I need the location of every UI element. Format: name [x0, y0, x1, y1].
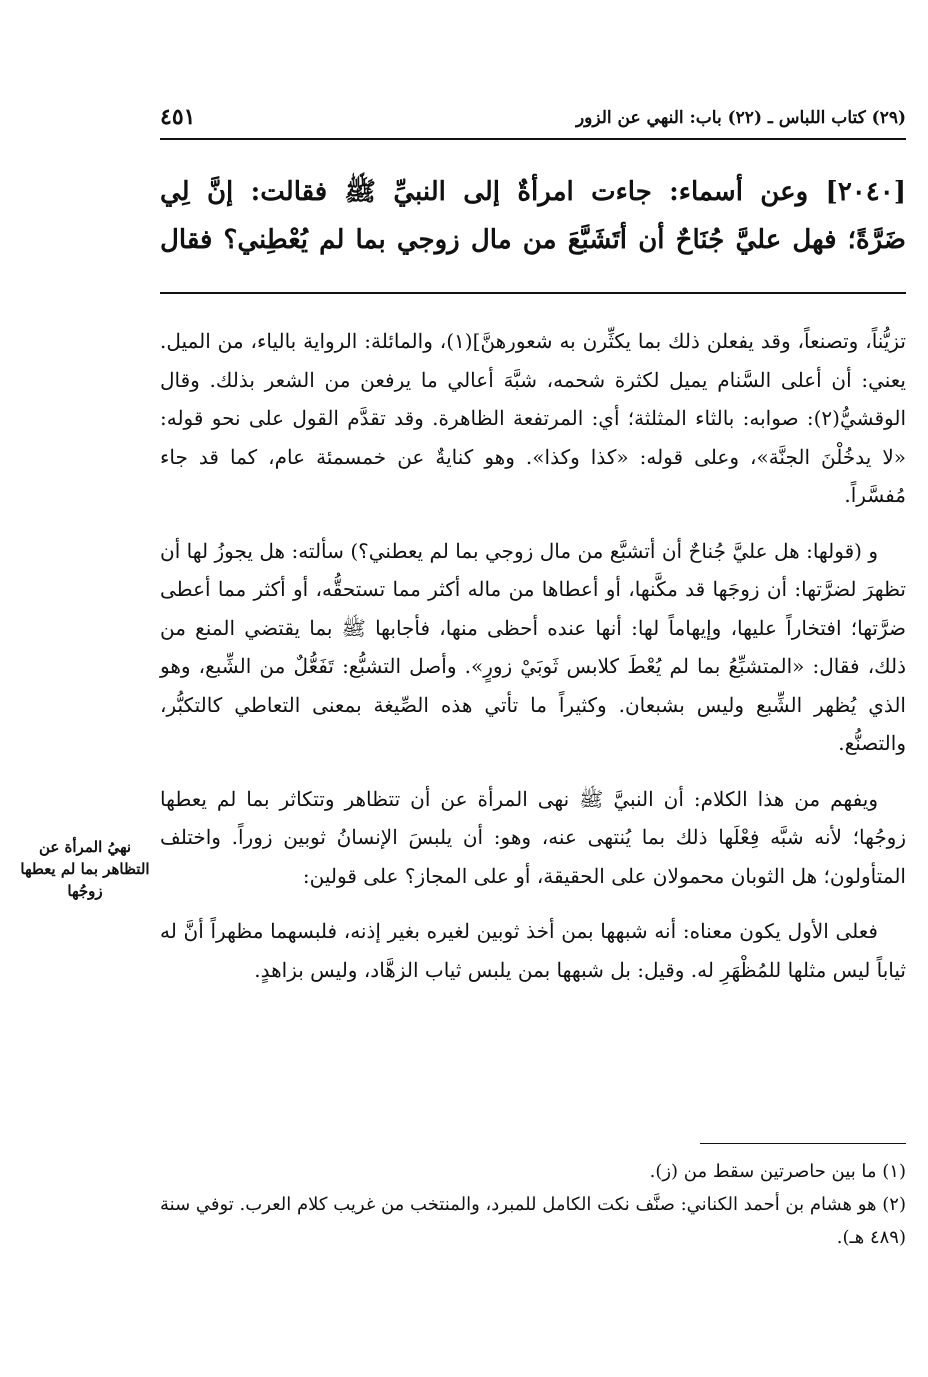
- margin-note: نهيُ المرأة عن التظاهر بما لم يعطها زوجُها: [20, 838, 150, 900]
- footnotes: [160, 1155, 906, 1254]
- hadith-line: ضَرَّةً؛ فهل عليَّ جُنَاحٌ أن أتَشَبَّعَ من مال زوجي بما لم يُعْطِني؟ فقال: [160, 225, 906, 255]
- commentary-paragraph: تزيُّناً، وتصنعاً، وقد يفعلن ذلك بما يكثِّرن به شعورهنَّ](١)، والمائلة: الرواية بالياء، من الميل. يعني: أن أعلى السَّنام يميل لكثرة شحمه، شبَّهَ أعالي ما يرفعن من الشعر بذلك. وقال الوقشيُّ(٢): صوابه: بالثاء المثلثة؛ أي: المرتفعة الظاهرة. وقد تقدَّم القول على نحو قوله: «لا يدخُلْنَ الجنَّة»، وعلى قوله: «كذا وكذا». وهو كنايةٌ عن خمسمئة عام، كما قد جاء مُفسَّراً.: [160, 329, 906, 507]
- commentary-paragraph: فعلى الأول يكون معناه: أنه شبهها بمن أخذ ثوبين لغيره بغير إذنه، فلبسهما مظهراً أنَّ له ثياباً ليس مثلها للمُظْهَرِ له. وقيل: بل شبهها بمن يلبس ثياب الزهَّاد، وليس بزاهدٍ.: [160, 919, 906, 982]
- footnote-rule: [700, 1143, 906, 1144]
- hadith-line: [٢٠٤٠] وعن أسماء: جاءت امرأةٌ إلى النبيِّ ﷺ فقالت: إنَّ لِي: [160, 177, 906, 207]
- running-title: (٢٩) كتاب اللباس ـ (٢٢) باب: النهي عن الزور: [575, 108, 906, 128]
- commentary-text: [160, 322, 906, 989]
- text-commentary-divider: [160, 292, 906, 294]
- footnote: (١) ما بين حاصرتين سقط من (ز).: [649, 1161, 906, 1182]
- commentary-paragraph: ويفهم من هذا الكلام: أن النبيَّ ﷺ نهى المرأة عن أن تتظاهر وتتكاثر بما لم يعطها زوجُها؛ لأنه شبَّه فِعْلَها ذلك بما يُنتهى عنه، وهو: أن يلبسَ الإنسانُ ثوبين زوراً. واختلف المتأولون؛ هل الثوبان محمولان على الحقيقة، أو على المجاز؟ على قولين:: [160, 786, 906, 888]
- page-header: [160, 104, 906, 138]
- commentary-paragraph: و (قولها: هل عليَّ جُناحٌ أن أتشبَّع من مال زوجي بما لم يعطني؟) سألته: هل يجوزُ لها أن تظهرَ لضرَّتها: أن زوجَها قد مكَّنها، أو أعطاها من ماله أكثر مما تستحقُّه، أو أكثر مما أعطى ضرَّتها؛ افتخاراً عليها، وإيهاماً لها: أنها عنده أحظى منها، فأجابها ﷺ بما يقتضي المنع من ذلك، فقال: «المتشبِّعُ بما لم يُعْطَ كلابس ثَوبَيْ زورٍ». وأصل التشبُّع: تَفَعُّلٌ من الشِّبع، وهو الذي يُظهر الشِّبع وليس بشبعان. وكثيراً ما تأتي هذه الصِّيغة بمعنى التعاطي كالتكبُّر، والتصنُّع.: [160, 538, 906, 755]
- header-rule: [160, 138, 906, 140]
- footnote: (٢) هو هشام بن أحمد الكناني: صنَّف نكت الكامل للمبرد، والمنتخب من غريب كلام العرب. توفي سنة (٤٨٩ هـ).: [160, 1194, 906, 1248]
- hadith-text: [160, 168, 906, 264]
- page-number: ٤٥١: [160, 104, 196, 130]
